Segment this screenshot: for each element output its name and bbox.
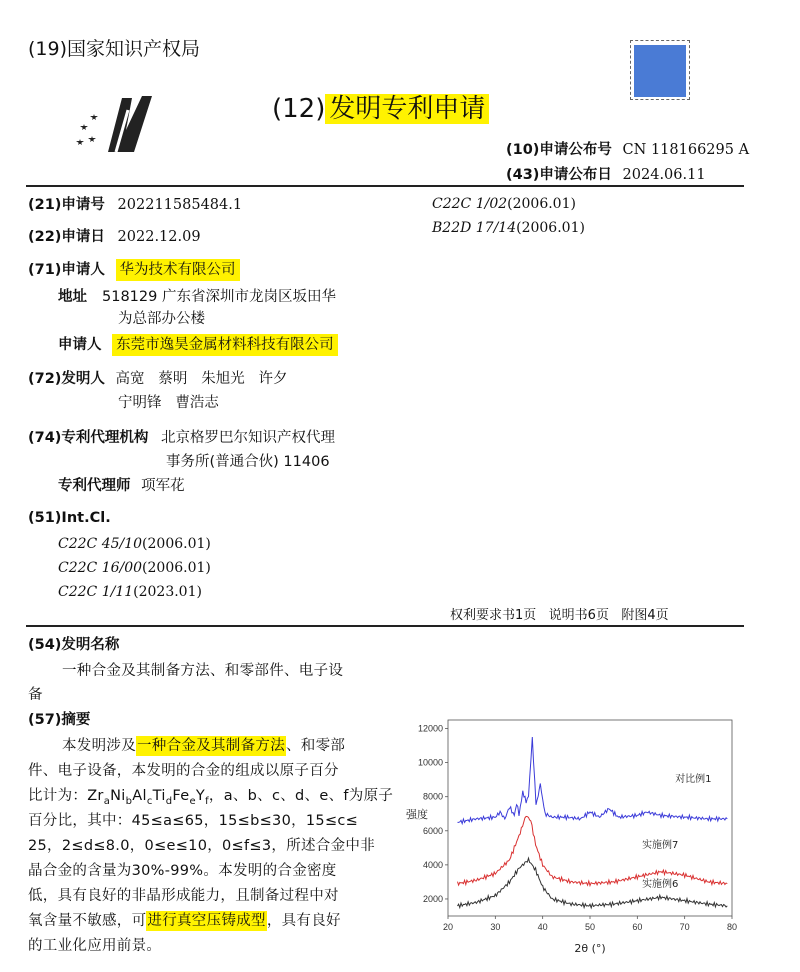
intcl-code: C22C 1/11: [58, 584, 134, 600]
y-tick-label: 10000: [417, 757, 443, 768]
qr-code-block: [634, 45, 686, 97]
series-line: [458, 816, 728, 885]
agency-line-1: 北京格罗巴尔知识产权代理: [161, 430, 336, 446]
x-tick-label: 80: [726, 922, 738, 932]
intcl-ver: (2006.01): [516, 220, 585, 236]
divider-mid: [26, 625, 744, 627]
title-line-1: 一种合金及其制备方法、和零部件、电子设: [62, 663, 344, 679]
y-tick-label: 2000: [422, 893, 443, 904]
y-tick-label: 4000: [422, 859, 443, 870]
xrd-chart: [400, 712, 746, 962]
app-date-row: [28, 225, 201, 246]
abstract-line-8: [28, 909, 341, 930]
intcl-ver: (2006.01): [507, 196, 576, 212]
abstract-line-5: 25，2≤d≤8.0，0≤e≤10，0≤f≤3，所述合金中非: [28, 838, 375, 854]
pub-date: 2024.06.11: [622, 167, 706, 183]
intcl-code: C22C 45/10: [58, 536, 143, 552]
y-tick-label: 8000: [422, 791, 443, 802]
intcl-code: C22C 1/02: [432, 196, 508, 212]
abstract-highlight: 一种合金及其制备方法: [137, 738, 285, 754]
agency-line-2: 事务所(普通合伙) 11406: [166, 454, 330, 470]
series-label: 实施例6: [642, 879, 679, 891]
pub-date-label: (43)申请公布日: [506, 167, 612, 183]
x-tick-label: 60: [632, 922, 643, 932]
pub-no-row: [506, 138, 749, 159]
abstract-line-1: [62, 734, 345, 755]
abstract-line-3: 比计为：$Zr_aNi_bAl_cTi_dFe_eY_f$，a、b、c、d、e、f为原子: [28, 788, 394, 807]
applicant2-label: 申请人: [58, 337, 102, 353]
abstract-text: 氧含量不敏感，可: [28, 913, 147, 929]
pages-summary: 权利要求书1页 说明书6页 附图4页: [450, 608, 669, 623]
abstract-label: (57)摘要: [28, 712, 91, 728]
pub-date-row: [506, 163, 706, 184]
inventors-line-2: 宁明锋 曹浩志: [118, 395, 219, 411]
app-no: 202211585484.1: [117, 197, 243, 213]
x-axis-label: 2θ (°): [574, 942, 606, 955]
agent-row: [58, 474, 185, 495]
intcl-code: B22D 17/14: [432, 220, 517, 236]
app-no-label: (21)申请号: [28, 197, 105, 213]
x-tick-label: 40: [537, 922, 548, 932]
abstract-text: ，具有良好: [266, 913, 341, 929]
app-no-row: [28, 193, 242, 214]
agency-label: (74)专利代理机构: [28, 430, 149, 446]
intcl-item: [58, 581, 202, 600]
app-date: 2022.12.09: [117, 229, 201, 245]
office-name: (19)国家知识产权局: [28, 38, 201, 60]
applicant-label: (71)申请人: [28, 262, 105, 278]
intcl-ver: (2006.01): [142, 560, 211, 576]
intcl-ver: (2006.01): [142, 536, 211, 552]
x-tick-label: 70: [679, 922, 690, 932]
inventor-row: [28, 367, 288, 388]
x-tick-label: 50: [584, 922, 596, 932]
applicant2-row: [58, 333, 338, 354]
inventors-line-1: 高宽 蔡明 朱旭光 许夕: [115, 371, 288, 387]
agent-label: 专利代理师: [58, 478, 131, 494]
intcl-item: [58, 533, 211, 552]
doc-kind-title: [272, 88, 489, 125]
title-line-2: 备: [28, 687, 43, 703]
agency-row: [28, 426, 335, 447]
abstract-highlight: 进行真空压铸成型: [147, 913, 266, 929]
app-date-label: (22)申请日: [28, 229, 105, 245]
abstract-line-9: 的工业化应用前景。: [28, 938, 162, 954]
x-tick-label: 30: [490, 922, 501, 932]
divider-top: [26, 185, 744, 187]
abstract-text: 、和零部: [286, 738, 346, 754]
doc-kind: 发明专利申请: [325, 94, 489, 124]
x-tick-label: 20: [442, 922, 454, 932]
intcl-label: (51)Int.Cl.: [28, 510, 111, 526]
agent: 项军花: [141, 478, 185, 494]
intcl-code: C22C 16/00: [58, 560, 143, 576]
title-label: (54)发明名称: [28, 637, 120, 653]
pub-no: CN 118166295 A: [622, 142, 750, 158]
abstract-line-6: 晶合金的含量为30%-99%。本发明的合金密度: [28, 863, 337, 879]
y-axis-label: 强度: [406, 808, 428, 821]
intcl-right-item: [432, 217, 585, 236]
address-label: 地址: [58, 289, 87, 305]
doc-kind-prefix: (12): [272, 94, 326, 124]
applicant-2: 东莞市逸昊金属材料科技有限公司: [112, 334, 338, 356]
series-label: 实施例7: [642, 839, 679, 851]
xrd-chart-svg: [400, 712, 746, 962]
abstract-line-7: 低，具有良好的非晶形成能力，且制备过程中对: [28, 888, 339, 904]
y-tick-label: 6000: [422, 825, 443, 836]
intcl-ver: (2023.01): [133, 584, 202, 600]
intcl-item: [58, 557, 211, 576]
abstract-text: 本发明涉及: [62, 738, 136, 754]
address-line-1: 518129 广东省深圳市龙岗区坂田华: [102, 289, 336, 305]
abstract-line-2: 件、电子设备，本发明的合金的组成以原子百分: [28, 763, 339, 779]
pub-no-label: (10)申请公布号: [506, 142, 612, 158]
series-label: 对比例1: [675, 774, 712, 786]
intcl-right-item: [432, 193, 576, 212]
inventor-label: (72)发明人: [28, 371, 105, 387]
cnipa-logo: [70, 90, 160, 160]
address-line-2: 为总部办公楼: [118, 311, 205, 327]
abstract-line-4: 百分比，其中：45≤a≤65，15≤b≤30，15≤c≤: [28, 813, 359, 829]
qr-code-placeholder: [630, 40, 690, 100]
applicant-1: 华为技术有限公司: [116, 259, 240, 281]
y-tick-label: 12000: [417, 723, 443, 734]
applicant-row: [28, 258, 240, 279]
